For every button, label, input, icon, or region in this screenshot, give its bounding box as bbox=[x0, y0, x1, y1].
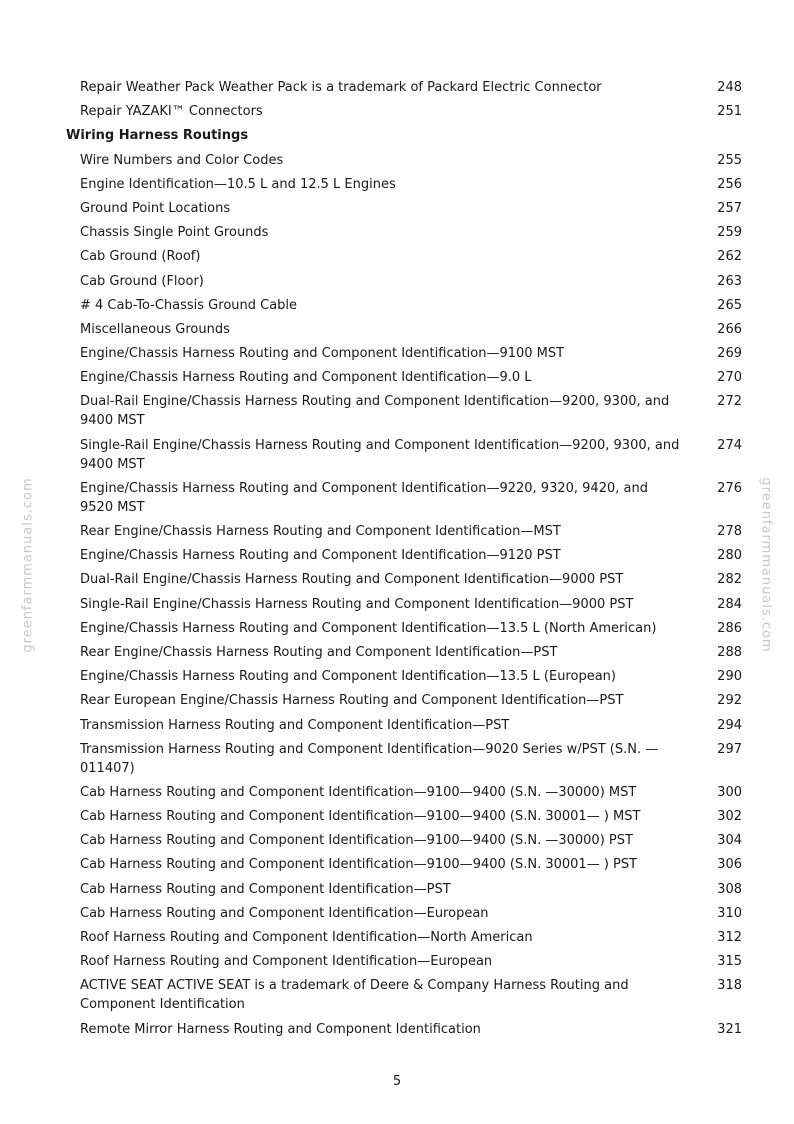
toc-page-number: 312 bbox=[717, 930, 742, 945]
toc-entry-title: Roof Harness Routing and Component Identification—European bbox=[80, 954, 493, 970]
toc-entry-title: Engine/Chassis Harness Routing and Component Identification—9.0 L bbox=[80, 370, 532, 386]
toc-page-number: 256 bbox=[717, 176, 742, 192]
toc-page-number: 306 bbox=[717, 857, 742, 873]
toc-entry-title: # 4 Cab-To-Chassis Ground Cable bbox=[80, 297, 298, 313]
toc-entry[interactable] bbox=[0, 247, 794, 266]
toc-page-number: 266 bbox=[717, 321, 742, 337]
toc-page-number: 263 bbox=[717, 273, 742, 289]
toc-entry-title: Cab Harness Routing and Component Identification—9100—9400 (S.N. —30000) PST bbox=[80, 833, 633, 849]
toc-entry[interactable] bbox=[0, 368, 794, 387]
toc-page-number: 290 bbox=[717, 669, 742, 685]
toc-entry[interactable] bbox=[0, 716, 794, 735]
toc-page-number: 278 bbox=[717, 524, 742, 539]
toc-entry[interactable] bbox=[0, 344, 794, 363]
toc-entry[interactable] bbox=[0, 619, 794, 638]
toc-entry[interactable] bbox=[0, 928, 794, 947]
toc-page-number: 310 bbox=[717, 905, 742, 921]
toc-entry-title: Engine Identification—10.5 L and 12.5 L Engines bbox=[80, 176, 396, 192]
toc-entry[interactable] bbox=[0, 952, 794, 971]
toc-page-number: 276 bbox=[717, 480, 742, 496]
toc-page-number: 294 bbox=[717, 717, 742, 733]
toc-page-number: 297 bbox=[717, 741, 742, 757]
toc-entry-title: Repair Weather Pack Weather Pack is a trademark of Packard Electric Connector bbox=[80, 80, 602, 95]
toc-page-number: 255 bbox=[717, 152, 742, 168]
toc-entry-title: Engine/Chassis Harness Routing and Component Identification—9100 MST bbox=[80, 346, 565, 362]
toc-entry[interactable] bbox=[0, 807, 794, 826]
toc-entry[interactable] bbox=[0, 667, 794, 686]
toc-page-number: 269 bbox=[717, 346, 742, 362]
toc-page-number: 262 bbox=[717, 249, 742, 265]
toc-entry-title: Roof Harness Routing and Component Identification—North American bbox=[80, 930, 533, 945]
toc-entry-title: Rear European Engine/Chassis Harness Routing and Component Identification—PST bbox=[80, 693, 624, 709]
toc-entry-title: Cab Harness Routing and Component Identification—9100—9400 (S.N. —30000) MST bbox=[80, 784, 637, 800]
toc-entry-title: Dual-Rail Engine/Chassis Harness Routing and Component Identification—9200, 9300, and 9400 MST bbox=[80, 394, 670, 429]
page-number: 5 bbox=[392, 1074, 402, 1089]
toc-entry[interactable] bbox=[0, 296, 794, 315]
toc-page-number: 300 bbox=[717, 784, 742, 800]
toc-entry[interactable] bbox=[0, 783, 794, 802]
toc-entry[interactable] bbox=[0, 570, 794, 589]
toc-page-number: 288 bbox=[717, 644, 742, 660]
toc-entry-title: Rear Engine/Chassis Harness Routing and Component Identification—PST bbox=[80, 644, 558, 660]
toc-entry-title: Engine/Chassis Harness Routing and Component Identification—9220, 9320, 9420, and 9520 MST bbox=[80, 480, 648, 515]
table-of-contents bbox=[0, 78, 794, 1044]
toc-entry[interactable] bbox=[0, 175, 794, 194]
toc-entry-title: ACTIVE SEAT ACTIVE SEAT is a trademark of Deere & Company Harness Routing and Component Identification bbox=[80, 978, 629, 1013]
toc-entry-title: Rear Engine/Chassis Harness Routing and Component Identification—MST bbox=[80, 524, 561, 539]
watermark-right: greenfarmmanuals.com bbox=[758, 477, 774, 653]
toc-page-number: 292 bbox=[717, 693, 742, 709]
toc-entry-title: Cab Harness Routing and Component Identification—European bbox=[80, 905, 489, 921]
toc-page-number: 257 bbox=[717, 200, 742, 216]
toc-entry[interactable] bbox=[0, 595, 794, 614]
toc-entry-title: Cab Harness Routing and Component Identification—9100—9400 (S.N. 30001— ) PST bbox=[80, 857, 638, 873]
toc-page-number: 274 bbox=[717, 437, 742, 453]
toc-entry[interactable] bbox=[0, 904, 794, 923]
toc-entry[interactable] bbox=[0, 102, 794, 121]
toc-entry[interactable] bbox=[0, 831, 794, 850]
toc-entry-title: Transmission Harness Routing and Component Identification—PST bbox=[80, 717, 510, 733]
toc-entry[interactable] bbox=[0, 320, 794, 339]
toc-entry-title: Cab Ground (Floor) bbox=[80, 273, 204, 289]
toc-entry[interactable] bbox=[0, 151, 794, 170]
toc-page-number: 251 bbox=[717, 104, 742, 120]
toc-entry[interactable] bbox=[0, 436, 794, 474]
toc-page-number: 282 bbox=[717, 572, 742, 588]
toc-entry-title: Remote Mirror Harness Routing and Component Identification bbox=[80, 1021, 481, 1037]
toc-page-number: 318 bbox=[717, 978, 742, 994]
toc-page-number: 280 bbox=[717, 548, 742, 564]
toc-entry[interactable] bbox=[0, 479, 794, 517]
toc-entry-title: Ground Point Locations bbox=[80, 200, 231, 216]
toc-entry[interactable] bbox=[0, 522, 794, 541]
toc-entry-title: Miscellaneous Grounds bbox=[80, 321, 230, 337]
toc-entry[interactable] bbox=[0, 691, 794, 710]
toc-entry-title: Engine/Chassis Harness Routing and Component Identification—9120 PST bbox=[80, 548, 561, 564]
toc-page-number: 315 bbox=[717, 954, 742, 970]
toc-entry-title: Chassis Single Point Grounds bbox=[80, 225, 269, 241]
toc-entry-title: Cab Harness Routing and Component Identification—9100—9400 (S.N. 30001— ) MST bbox=[80, 809, 641, 825]
toc-entry[interactable] bbox=[0, 546, 794, 565]
toc-entry-title: Cab Harness Routing and Component Identification—PST bbox=[80, 881, 451, 897]
toc-page-number: 308 bbox=[717, 881, 742, 897]
toc-entry[interactable] bbox=[0, 880, 794, 899]
watermark-left: greenfarmmanuals.com bbox=[20, 477, 36, 653]
toc-entry-title: Transmission Harness Routing and Component Identification—9020 Series w/PST (S.N. —011407) bbox=[80, 741, 659, 776]
toc-entry[interactable] bbox=[0, 392, 794, 430]
toc-entry[interactable] bbox=[0, 1020, 794, 1039]
toc-entry[interactable] bbox=[0, 643, 794, 662]
toc-entry[interactable] bbox=[0, 855, 794, 874]
section-title: Wiring Harness Routings bbox=[66, 128, 249, 144]
toc-entry-title: Wire Numbers and Color Codes bbox=[80, 152, 284, 168]
toc-page-number: 272 bbox=[717, 394, 742, 410]
toc-section-heading bbox=[0, 126, 794, 145]
toc-entry[interactable] bbox=[0, 78, 794, 97]
toc-entry-title: Engine/Chassis Harness Routing and Component Identification—13.5 L (European) bbox=[80, 669, 616, 685]
toc-entry[interactable] bbox=[0, 199, 794, 218]
toc-page-number: 270 bbox=[717, 370, 742, 386]
toc-page-number: 284 bbox=[717, 596, 742, 612]
toc-page-number: 304 bbox=[717, 833, 742, 849]
toc-page-number: 286 bbox=[717, 620, 742, 636]
toc-page-number: 321 bbox=[717, 1021, 742, 1037]
toc-page-number: 248 bbox=[717, 80, 742, 95]
toc-entry[interactable] bbox=[0, 272, 794, 291]
toc-entry-title: Repair YAZAKI™ Connectors bbox=[80, 104, 263, 120]
toc-entry-title: Engine/Chassis Harness Routing and Component Identification—13.5 L (North American) bbox=[80, 620, 657, 636]
toc-entry-title: Single-Rail Engine/Chassis Harness Routing and Component Identification—9200, 9300, and 9400 MST bbox=[80, 437, 680, 472]
toc-entry-title: Dual-Rail Engine/Chassis Harness Routing and Component Identification—9000 PST bbox=[80, 572, 624, 588]
toc-page-number: 259 bbox=[717, 225, 742, 241]
toc-page-number: 302 bbox=[717, 809, 742, 825]
toc-entry[interactable] bbox=[0, 223, 794, 242]
toc-page-number: 265 bbox=[717, 297, 742, 313]
toc-entry-title: Cab Ground (Roof) bbox=[80, 249, 201, 265]
toc-entry[interactable] bbox=[0, 740, 794, 778]
toc-entry[interactable] bbox=[0, 976, 794, 1014]
toc-entry-title: Single-Rail Engine/Chassis Harness Routing and Component Identification—9000 PST bbox=[80, 596, 634, 612]
